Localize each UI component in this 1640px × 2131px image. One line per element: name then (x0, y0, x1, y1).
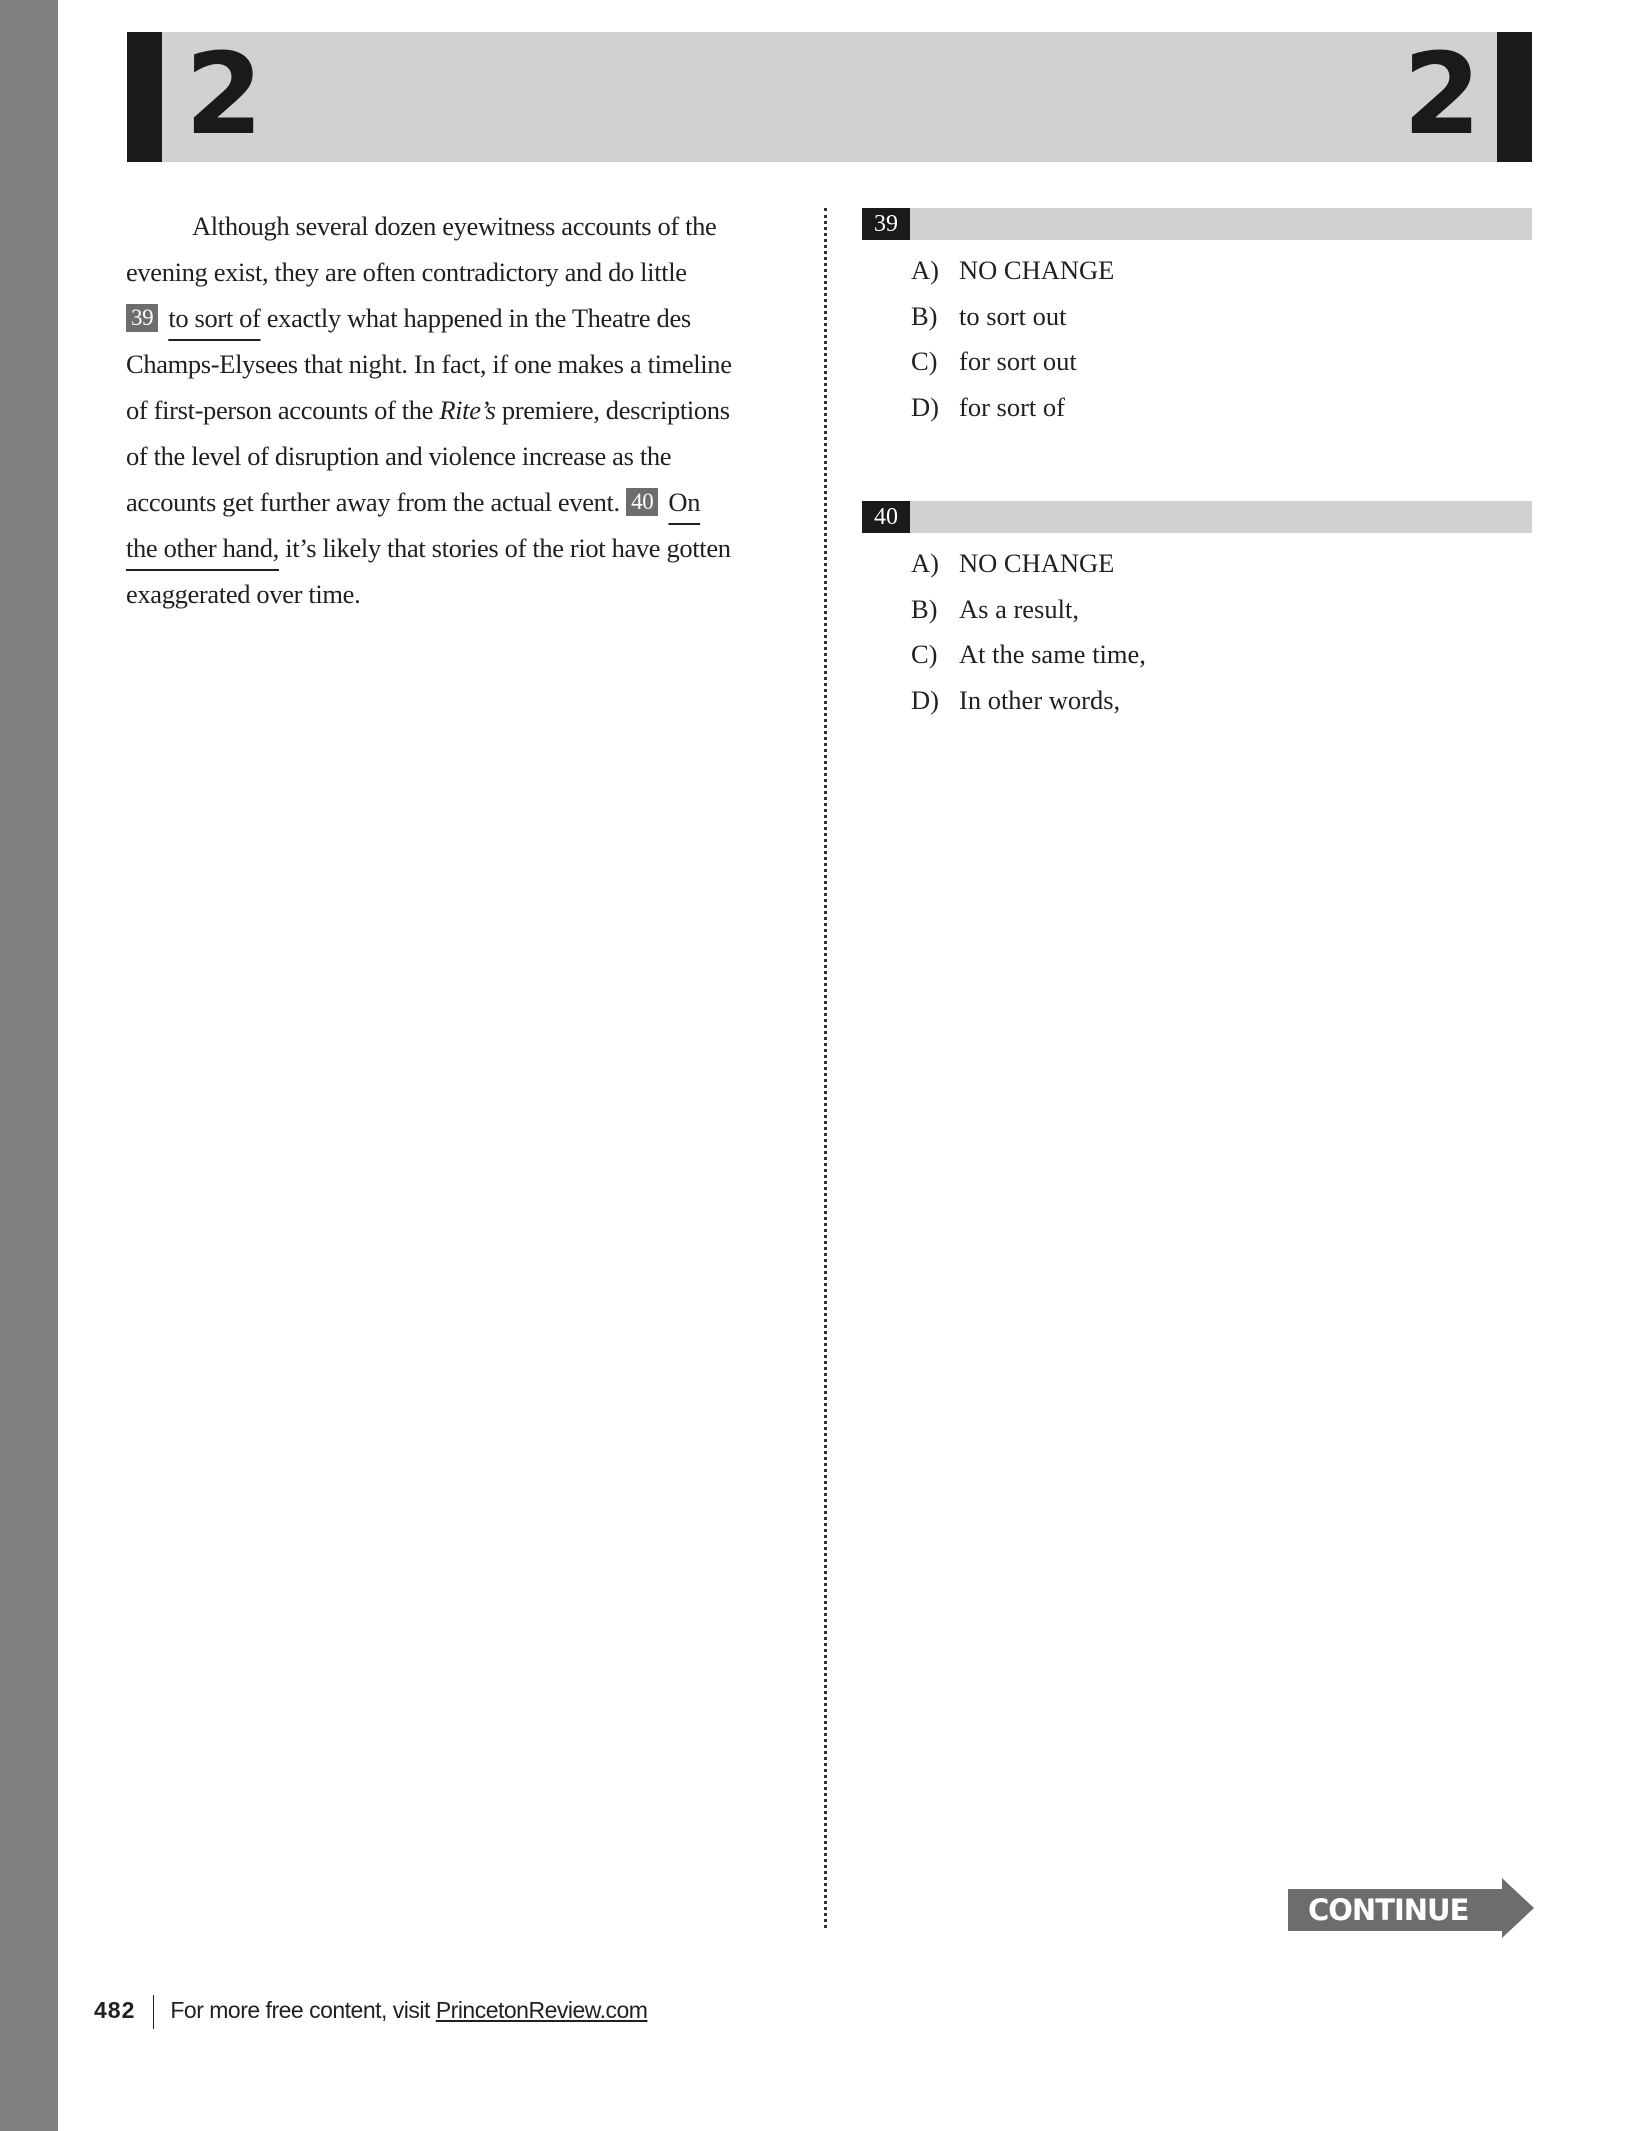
footer-link[interactable]: PrincetonReview.com (435, 1997, 648, 2023)
answer-option[interactable] (911, 250, 1114, 290)
passage-line: of the level of disruption and violence increase as the (126, 441, 672, 471)
question-header-39 (862, 208, 1532, 240)
option-letter: A) (911, 548, 939, 578)
passage-line: Champs-Elysees that night. In fact, if one makes a timeline (126, 349, 732, 379)
italic-title: Rite’s (439, 395, 496, 425)
passage-line (126, 479, 806, 525)
section-header-band (127, 32, 1532, 162)
option-text: to sort out (959, 301, 1067, 331)
option-letter: B) (911, 301, 938, 331)
page-edge-strip (0, 0, 58, 2131)
underlined-phrase-40-cont[interactable]: the other hand, (126, 533, 279, 563)
passage-text: of first-person accounts of the (126, 395, 440, 425)
continue-label: CONTINUE (1308, 1893, 1469, 1927)
passage-text: it’s likely that stories of the riot have gotten (278, 533, 731, 563)
passage-line: Although several dozen eyewitness accounts of the (192, 211, 717, 241)
question-number: 40 (862, 501, 910, 533)
answer-option[interactable] (911, 589, 1079, 629)
passage-text: premiere, descriptions (495, 395, 730, 425)
footer-text: For more free content, visit (170, 1997, 436, 2023)
underlined-phrase-40[interactable]: On (668, 487, 701, 517)
passage-line (126, 525, 806, 571)
question-marker-39[interactable]: 39 (126, 304, 158, 332)
passage-text: accounts get further away from the actual event. (126, 487, 627, 517)
answer-option[interactable] (911, 634, 1146, 674)
page-number: 482 (94, 1997, 136, 2023)
option-text: In other words, (959, 685, 1121, 715)
section-header-right-bar (1497, 32, 1532, 162)
option-text: NO CHANGE (959, 255, 1115, 285)
answer-option[interactable] (911, 543, 1114, 583)
underlined-phrase-39[interactable]: to sort of (168, 303, 261, 333)
passage-text: exactly what happened in the Theatre des (260, 303, 691, 333)
option-letter: D) (911, 392, 939, 422)
passage-line: evening exist, they are often contradictory and do little (126, 257, 687, 287)
option-letter: B) (911, 594, 938, 624)
continue-button[interactable] (1288, 1878, 1534, 1938)
option-letter: A) (911, 255, 939, 285)
passage-line (126, 387, 806, 433)
section-header-left-bar (127, 32, 162, 162)
column-divider (824, 208, 827, 1928)
arrow-right-icon (1502, 1878, 1534, 1938)
answer-option[interactable] (911, 387, 1065, 427)
section-number-right: 2 (1403, 30, 1481, 160)
option-text: At the same time, (959, 639, 1146, 669)
question-number: 39 (862, 208, 910, 240)
option-text: for sort of (959, 392, 1065, 422)
footer-separator (153, 1995, 154, 2029)
answer-option[interactable] (911, 680, 1120, 720)
passage-line: exaggerated over time. (126, 579, 361, 609)
option-text: for sort out (959, 346, 1077, 376)
answer-option[interactable] (911, 296, 1066, 336)
question-marker-40[interactable]: 40 (626, 488, 658, 516)
option-letter: C) (911, 639, 938, 669)
question-header-40 (862, 501, 1532, 533)
option-text: NO CHANGE (959, 548, 1115, 578)
option-text: As a result, (959, 594, 1079, 624)
answer-option[interactable] (911, 341, 1077, 381)
option-letter: D) (911, 685, 939, 715)
section-number-left: 2 (185, 30, 263, 160)
option-letter: C) (911, 346, 938, 376)
passage-line (126, 295, 806, 341)
passage (126, 203, 806, 617)
page-footer (94, 1990, 647, 2030)
